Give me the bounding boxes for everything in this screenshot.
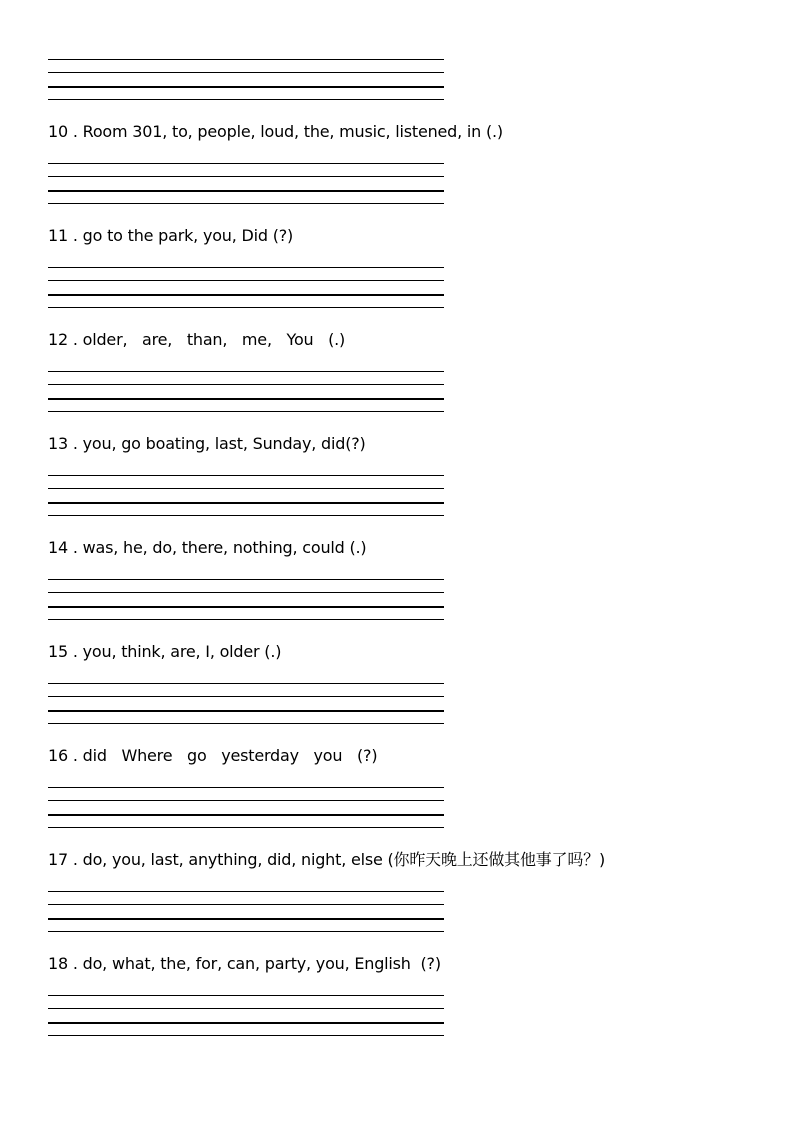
answer-line <box>48 190 444 192</box>
answer-line <box>48 86 444 88</box>
question-text: go to the park, you, Did (?) <box>82 226 294 245</box>
answer-lines <box>48 579 444 623</box>
answer-line <box>48 294 444 296</box>
question-12: 12 . older, are, than, me, You (.) <box>48 330 346 349</box>
answer-line <box>48 163 444 164</box>
question-text: you, go boating, last, Sunday, did(?) <box>82 434 366 453</box>
answer-line <box>48 203 444 204</box>
question-number: 15 <box>48 642 68 661</box>
answer-lines <box>48 891 444 935</box>
answer-line <box>48 592 444 593</box>
question-text: do, what, the, for, can, party, you, English (?) <box>82 954 441 973</box>
answer-line <box>48 891 444 892</box>
answer-line <box>48 267 444 268</box>
question-number: 13 <box>48 434 68 453</box>
answer-line <box>48 307 444 308</box>
question-text: do, you, last, anything, did, night, else (你昨天晚上还做其他事了吗？) <box>82 850 605 869</box>
question-13: 13 . you, go boating, last, Sunday, did(?) <box>48 434 366 453</box>
answer-lines <box>48 787 444 831</box>
answer-lines <box>48 475 444 519</box>
answer-line <box>48 99 444 100</box>
answer-line <box>48 710 444 712</box>
answer-line <box>48 398 444 400</box>
question-18: 18 . do, what, the, for, can, party, you, English (?) <box>48 954 441 973</box>
answer-lines <box>48 995 444 1039</box>
answer-lines <box>48 683 444 727</box>
question-14: 14 . was, he, do, there, nothing, could (.) <box>48 538 367 557</box>
answer-line <box>48 918 444 920</box>
answer-line <box>48 59 444 60</box>
question-number: 11 <box>48 226 68 245</box>
answer-lines <box>48 371 444 415</box>
question-11: 11 . go to the park, you, Did (?) <box>48 226 294 245</box>
answer-line <box>48 931 444 932</box>
answer-line <box>48 619 444 620</box>
question-10: 10 . Room 301, to, people, loud, the, music, listened, in (.) <box>48 122 503 141</box>
question-number: 10 <box>48 122 68 141</box>
answer-line <box>48 696 444 697</box>
question-text: did Where go yesterday you (?) <box>82 746 378 765</box>
question-number: 18 <box>48 954 68 973</box>
answer-line <box>48 280 444 281</box>
answer-line <box>48 683 444 684</box>
answer-line <box>48 904 444 905</box>
answer-line <box>48 1035 444 1036</box>
answer-line <box>48 72 444 73</box>
answer-line <box>48 995 444 996</box>
answer-lines <box>48 267 444 311</box>
answer-line <box>48 384 444 385</box>
answer-line <box>48 787 444 788</box>
answer-line <box>48 814 444 816</box>
question-17: 17 . do, you, last, anything, did, night, else (你昨天晚上还做其他事了吗？) <box>48 850 605 869</box>
answer-line <box>48 411 444 412</box>
answer-line <box>48 371 444 372</box>
answer-line <box>48 723 444 724</box>
question-text: you, think, are, I, older (.) <box>82 642 282 661</box>
question-text: was, he, do, there, nothing, could (.) <box>82 538 367 557</box>
answer-lines <box>48 163 444 207</box>
answer-lines <box>48 59 444 103</box>
question-16: 16 . did Where go yesterday you (?) <box>48 746 378 765</box>
question-number: 14 <box>48 538 68 557</box>
question-number: 17 <box>48 850 68 869</box>
answer-line <box>48 1022 444 1024</box>
answer-line <box>48 515 444 516</box>
answer-line <box>48 800 444 801</box>
answer-line <box>48 827 444 828</box>
answer-line <box>48 606 444 608</box>
answer-line <box>48 579 444 580</box>
answer-line <box>48 488 444 489</box>
answer-line <box>48 176 444 177</box>
question-15: 15 . you, think, are, I, older (.) <box>48 642 282 661</box>
question-text: Room 301, to, people, loud, the, music, listened, in (.) <box>82 122 503 141</box>
question-number: 12 <box>48 330 68 349</box>
answer-line <box>48 475 444 476</box>
answer-line <box>48 502 444 504</box>
answer-line <box>48 1008 444 1009</box>
question-text: older, are, than, me, You (.) <box>82 330 346 349</box>
question-number: 16 <box>48 746 68 765</box>
